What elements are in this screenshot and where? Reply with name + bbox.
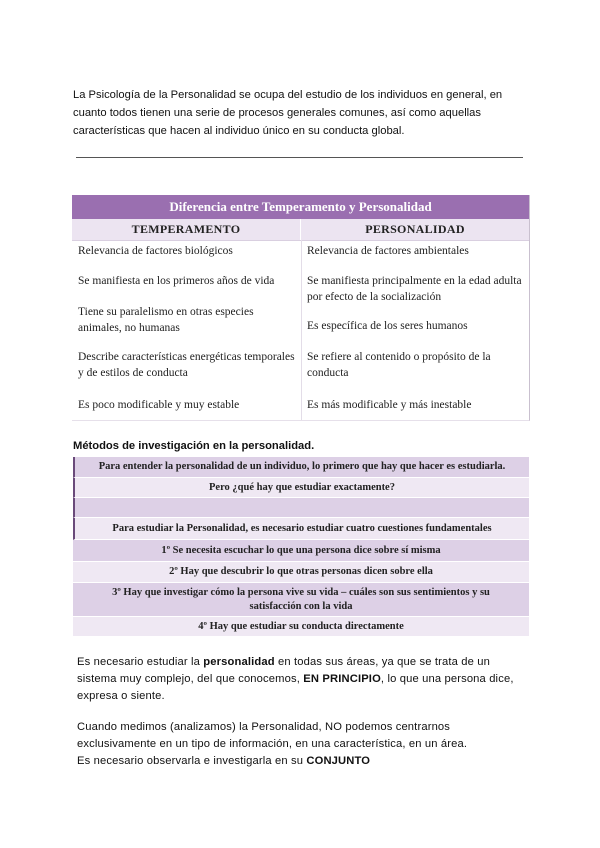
- cell-personalidad: Relevancia de factores ambientales: [307, 245, 469, 257]
- methods-table: [73, 457, 529, 637]
- intro-paragraph: La Psicología de la Personalidad se ocupa del estudio de los individuos en general, en cuanto todos tienen una serie de procesos generales comunes, así como aquellas características que hacen al individuo único en su conducta global.: [73, 89, 503, 137]
- methods-row: 2º Hay que descubrir lo que otras personas dicen sobre ella: [73, 562, 529, 583]
- bold-en-principio: EN PRINCIPIO: [303, 673, 381, 685]
- methods-section-title: Métodos de investigación en la personalidad.: [73, 440, 315, 452]
- cell-personalidad: Se manifiesta principalmente en la edad adulta por efecto de la socialización: [307, 275, 522, 303]
- methods-row: 1º Se necesita escuchar lo que una persona dice sobre sí misma: [73, 540, 529, 562]
- comparison-table: [72, 195, 530, 421]
- cell-temperamento: Es poco modificable y muy estable: [78, 399, 240, 411]
- methods-row: Para estudiar la Personalidad, es necesario estudiar cuatro cuestiones fundamentales: [73, 518, 529, 540]
- cell-personalidad: Es más modificable y más inestable: [307, 399, 472, 411]
- horizontal-divider: [76, 157, 523, 158]
- comparison-table-title: Diferencia entre Temperamento y Personalidad: [72, 195, 529, 219]
- header-temperamento: TEMPERAMENTO: [131, 222, 241, 236]
- methods-row: Para entender la personalidad de un individuo, lo primero que hay que hacer es estudiarla.: [73, 457, 529, 478]
- paragraph-conjunto: Es necesario observarla e investigarla en su CONJUNTO: [77, 755, 371, 767]
- cell-temperamento: Se manifiesta en los primeros años de vida: [78, 275, 275, 287]
- paragraph-personalidad: Es necesario estudiar la personalidad en todas sus áreas, ya que se trata de un sistema muy complejo, del que conocemos, EN PRINCIPIO, lo que una persona dice, expresa o siente.: [77, 656, 514, 702]
- cell-temperamento: Tiene su paralelismo en otras especies animales, no humanas: [78, 306, 254, 334]
- column-divider: [301, 240, 302, 420]
- methods-row-empty: [73, 498, 529, 518]
- bold-personalidad: personalidad: [203, 656, 275, 668]
- methods-row: 4º Hay que estudiar su conducta directamente: [73, 617, 529, 637]
- comparison-table-header: [72, 219, 529, 241]
- cell-personalidad: Se refiere al contenido o propósito de la conducta: [307, 351, 491, 379]
- header-personalidad: PERSONALIDAD: [300, 219, 529, 240]
- cell-temperamento: Relevancia de factores biológicos: [78, 245, 233, 257]
- bold-conjunto: CONJUNTO: [306, 755, 371, 767]
- cell-personalidad: Es específica de los seres humanos: [307, 320, 468, 332]
- methods-row: Pero ¿qué hay que estudiar exactamente?: [73, 478, 529, 498]
- methods-row: 3º Hay que investigar cómo la persona vive su vida – cuáles son sus sentimientos y su satisfacción con la vida: [73, 583, 529, 617]
- cell-temperamento: Describe características energéticas temporales y de estilos de conducta: [78, 351, 295, 379]
- paragraph-medimos: Cuando medimos (analizamos) la Personalidad, NO podemos centrarnos exclusivamente en un tipo de información, en una característica, en un área.: [77, 721, 468, 750]
